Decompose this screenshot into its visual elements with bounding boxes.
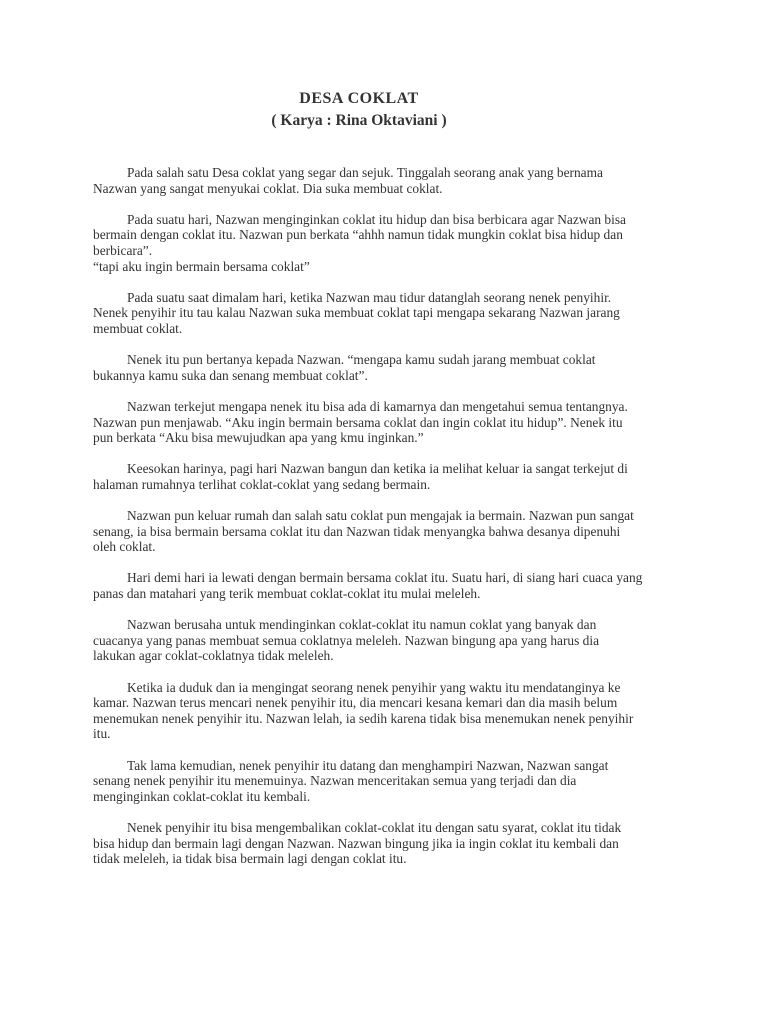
paragraph-line: senang nenek penyihir itu menemuinya. Nazwan menceritakan semua yang terjadi dan dia <box>93 773 577 789</box>
paragraph-line: membuat coklat. <box>93 320 183 336</box>
paragraph-line: cuacanya yang panas membuat semua coklatnya meleleh. Nazwan bingung apa yang harus dia <box>93 632 600 648</box>
paragraph-line: lakukan agar coklat-coklatnya tidak meleleh. <box>93 648 334 664</box>
paragraph-line: Keesokan harinya, pagi hari Nazwan bangun dan ketika ia melihat keluar ia sangat terkejut di <box>127 461 628 477</box>
paragraph-line: kamar. Nazwan terus mencari nenek penyihir itu, dia mencari kesana kemari dan dia masih belum <box>93 695 618 711</box>
paragraph-line: Hari demi hari ia lewati dengan bermain bersama coklat itu. Suatu hari, di siang hari cuaca yang <box>127 570 643 586</box>
author-line: ( Karya : Rina Oktaviani ) <box>271 112 447 129</box>
paragraph-line: Nazwan pun keluar rumah dan salah satu coklat pun mengajak ia bermain. Nazwan pun sangat <box>127 508 634 524</box>
paragraph-line: Nazwan yang sangat menyukai coklat. Dia suka membuat coklat. <box>93 180 443 196</box>
paragraph-line: Pada suatu hari, Nazwan menginginkan coklat itu hidup dan bisa berbicara agar Nazwan bisa <box>127 211 626 227</box>
paragraph-line: Nazwan berusaha untuk mendinginkan coklat-coklat itu namun coklat yang banyak dan <box>127 617 597 633</box>
paragraph-line: oleh coklat. <box>93 539 156 555</box>
paragraph-line: “tapi aku ingin bermain bersama coklat” <box>93 258 310 274</box>
paragraph-line: Pada suatu saat dimalam hari, ketika Nazwan mau tidur datanglah seorang nenek penyihir. <box>127 289 612 305</box>
paragraph-line: Nazwan pun menjawab. “Aku ingin bermain bersama coklat dan ingin coklat itu hidup”. Nenek itu <box>93 414 623 430</box>
paragraph-line: tidak meleleh, ia tidak bisa bermain lagi dengan coklat itu. <box>93 851 407 867</box>
paragraph <box>93 290 675 337</box>
paragraph-line: berbicara”. <box>93 242 153 258</box>
paragraph <box>93 820 675 867</box>
paragraph <box>93 399 675 446</box>
paragraph <box>93 508 675 555</box>
document-title: DESA COKLAT <box>299 90 419 107</box>
paragraph-line: Nazwan terkejut mengapa nenek itu bisa ada di kamarnya dan mengetahui semua tentangnya. <box>127 398 628 414</box>
paragraph <box>93 758 675 805</box>
paragraph <box>93 461 675 492</box>
paragraph-line: bermain dengan coklat itu. Nazwan pun berkata “ahhh namun tidak mungkin coklat bisa hidup dan <box>93 227 623 243</box>
paragraph-line: menginginkan coklat-coklat itu kembali. <box>93 788 311 804</box>
paragraph-line: panas dan matahari yang terik membuat coklat-coklat itu mulai meleleh. <box>93 586 481 602</box>
paragraph-line: Ketika ia duduk dan ia mengingat seorang nenek penyihir yang waktu itu mendatanginya ke <box>127 679 621 695</box>
paragraph <box>93 165 675 196</box>
paragraph <box>93 570 675 601</box>
paragraph-line: menemukan nenek penyihir itu. Nazwan lelah, ia sedih karena tidak bisa menemukan nenek penyihir <box>93 710 634 726</box>
paragraph <box>93 212 675 274</box>
paragraph-line: bisa hidup dan bermain lagi dengan Nazwan. Nazwan bingung jika ia ingin coklat itu kembali dan <box>93 835 619 851</box>
story-body <box>93 165 675 882</box>
paragraph-line: Nenek penyihir itu tau kalau Nazwan suka membuat coklat tapi mengapa sekarang Nazwan jarang <box>93 305 620 321</box>
paragraph-line: Tak lama kemudian, nenek penyihir itu datang dan menghampiri Nazwan, Nazwan sangat <box>127 757 609 773</box>
paragraph-line: itu. <box>93 726 111 742</box>
paragraph-line: pun berkata “Aku bisa mewujudkan apa yang kmu inginkan.” <box>93 430 424 446</box>
paragraph <box>93 680 675 742</box>
paragraph-line: bukannya kamu suka dan senang membuat coklat”. <box>93 367 368 383</box>
paragraph-line: Nenek itu pun bertanya kepada Nazwan. “mengapa kamu sudah jarang membuat coklat <box>127 352 596 368</box>
paragraph <box>93 617 675 664</box>
paragraph-line: senang, ia bisa bermain bersama coklat itu dan Nazwan tidak menyangka bahwa desanya dipenuhi <box>93 523 621 539</box>
paragraph-line: halaman rumahnya terlihat coklat-coklat yang sedang bermain. <box>93 476 431 492</box>
paragraph <box>93 352 675 383</box>
paragraph-line: Pada salah satu Desa coklat yang segar dan sejuk. Tinggalah seorang anak yang bernama <box>127 165 603 180</box>
paragraph-line: Nenek penyihir itu bisa mengembalikan coklat-coklat itu dengan satu syarat, coklat itu tidak <box>127 819 622 835</box>
